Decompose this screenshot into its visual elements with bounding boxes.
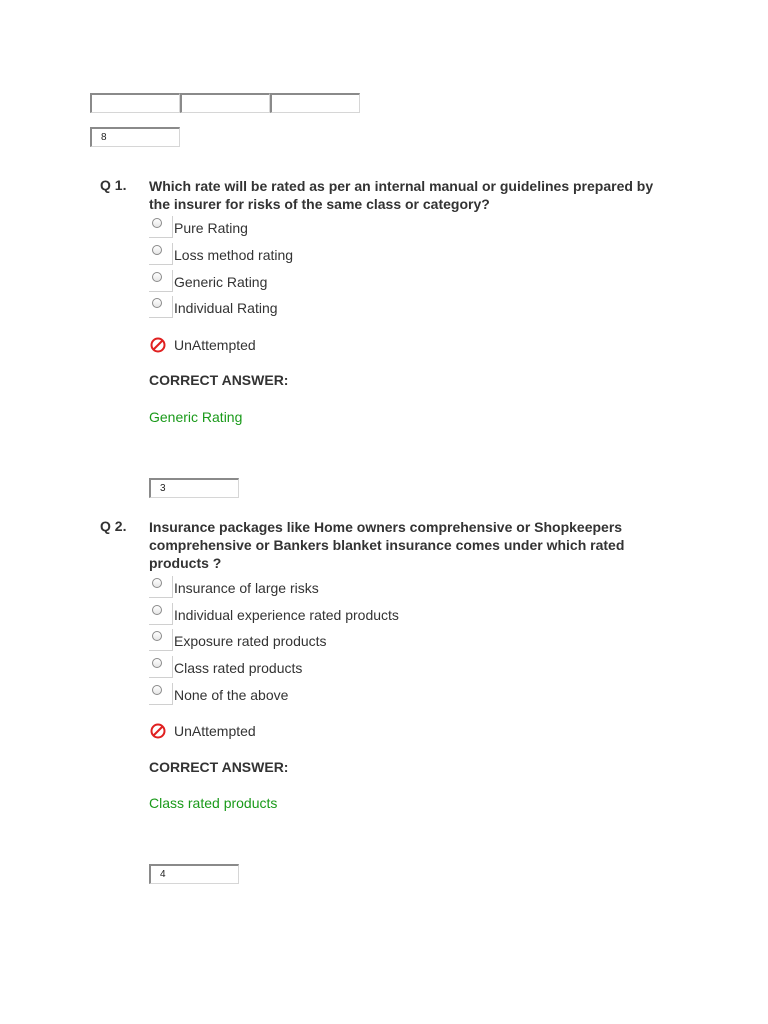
question-number: Q 2. [100,518,127,534]
top-field-1[interactable] [90,93,180,113]
question-number: Q 1. [100,177,127,193]
option-label: Insurance of large risks [174,580,319,596]
radio-button[interactable] [152,245,162,255]
score-field[interactable]: 3 [149,478,239,498]
option-label: Individual experience rated products [174,607,399,623]
question-text: Which rate will be rated as per an internal manual or guidelines prepared by the insurer for risks of the same class or category? [149,178,654,212]
radio-button[interactable] [152,658,162,668]
correct-answer-heading: CORRECT ANSWER: [149,372,289,388]
prohibited-icon [149,722,167,740]
prohibited-icon [149,336,167,354]
option-label: Generic Rating [174,274,268,290]
status-text: UnAttempted [174,723,256,739]
question-text: Insurance packages like Home owners comprehensive or Shopkeepers comprehensive or Bankers blanket insurance comes under which rated products ? [149,519,625,571]
correct-answer-heading: CORRECT ANSWER: [149,759,289,775]
radio-button[interactable] [152,685,162,695]
option-label: Class rated products [174,660,303,676]
correct-answer-value: Generic Rating [149,409,243,425]
option-label: Loss method rating [174,247,294,263]
score-field[interactable]: 4 [149,864,239,884]
option-label: Pure Rating [174,220,248,236]
radio-button[interactable] [152,298,162,308]
top-field-2[interactable] [180,93,270,113]
correct-answer-value: Class rated products [149,795,278,811]
score-field[interactable]: 8 [90,127,180,147]
radio-button[interactable] [152,578,162,588]
top-field-3[interactable] [270,93,360,113]
option-label: Individual Rating [174,300,278,316]
option-label: None of the above [174,687,289,703]
radio-button[interactable] [152,605,162,615]
radio-button[interactable] [152,272,162,282]
radio-button[interactable] [152,218,162,228]
option-label: Exposure rated products [174,633,327,649]
status-text: UnAttempted [174,337,256,353]
radio-button[interactable] [152,631,162,641]
